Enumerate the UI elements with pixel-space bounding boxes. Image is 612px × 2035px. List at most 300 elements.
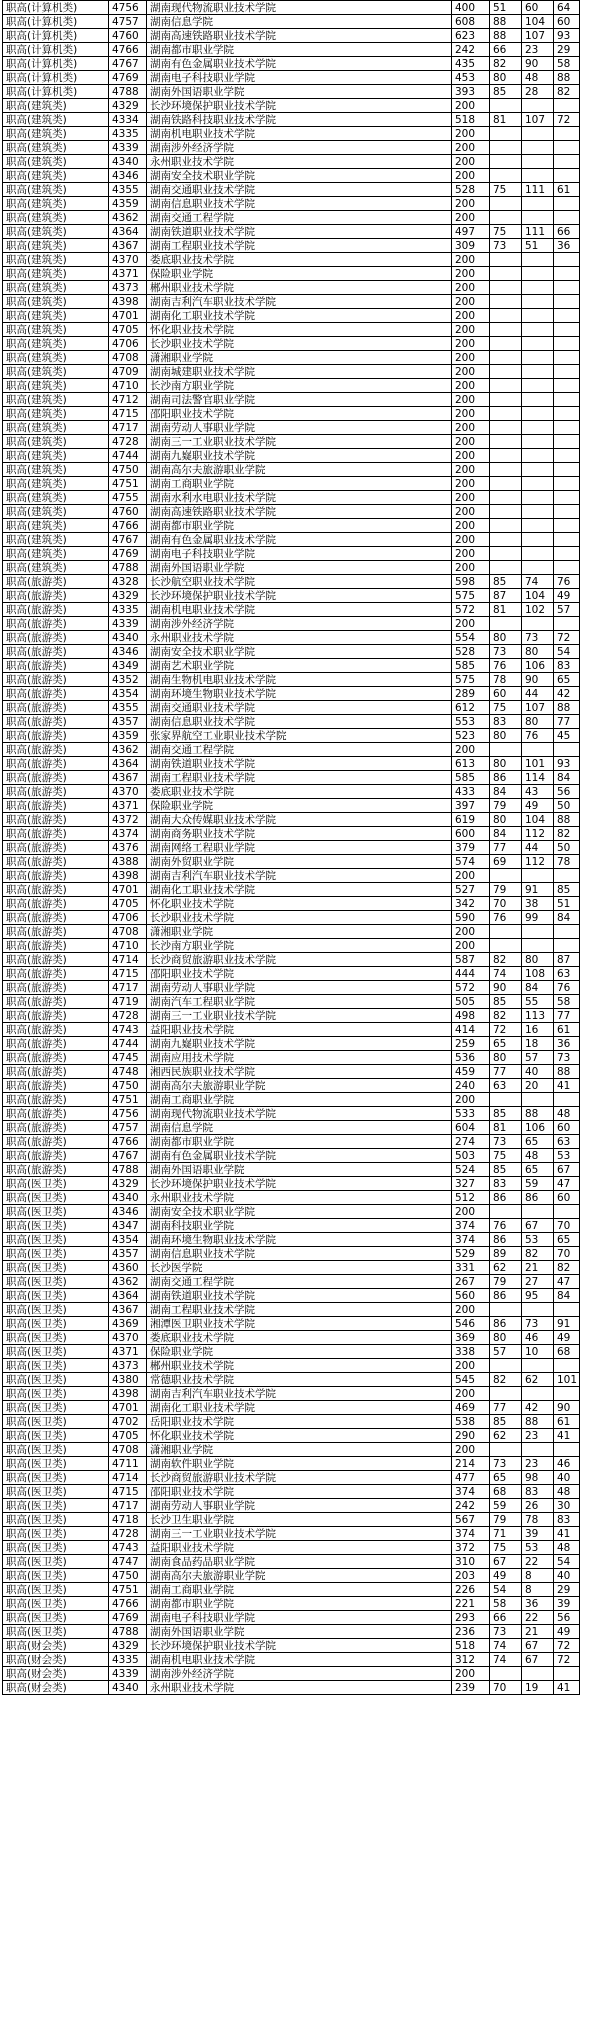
school-name-cell: 潇湘职业学院	[147, 1443, 452, 1457]
total-score-cell: 453	[452, 71, 490, 85]
category-cell: 职高(建筑类)	[3, 169, 109, 183]
school-name-cell: 湖南机电职业技术学院	[147, 603, 452, 617]
score-c-cell: 70	[554, 1247, 580, 1261]
score-a-cell	[490, 407, 522, 421]
score-c-cell: 84	[554, 1289, 580, 1303]
school-name-cell: 湘潭医卫职业技术学院	[147, 1317, 452, 1331]
total-score-cell: 200	[452, 281, 490, 295]
score-a-cell: 83	[490, 715, 522, 729]
table-row	[3, 351, 580, 365]
score-a-cell	[490, 1303, 522, 1317]
total-score-cell: 200	[452, 393, 490, 407]
score-b-cell	[522, 533, 554, 547]
table-row	[3, 743, 580, 757]
school-name-cell: 湖南高尔夫旅游职业学院	[147, 1569, 452, 1583]
total-score-cell: 503	[452, 1149, 490, 1163]
school-code-cell: 4354	[109, 687, 147, 701]
table-row	[3, 1429, 580, 1443]
table-row	[3, 99, 580, 113]
school-name-cell: 永州职业技术学院	[147, 1681, 452, 1695]
school-name-cell: 湖南高尔夫旅游职业学院	[147, 463, 452, 477]
category-cell: 职高(医卫类)	[3, 1541, 109, 1555]
total-score-cell: 200	[452, 1359, 490, 1373]
score-c-cell: 41	[554, 1079, 580, 1093]
school-code-cell: 4340	[109, 155, 147, 169]
category-cell: 职高(建筑类)	[3, 519, 109, 533]
school-code-cell: 4370	[109, 785, 147, 799]
category-cell: 职高(旅游类)	[3, 883, 109, 897]
category-cell: 职高(医卫类)	[3, 1471, 109, 1485]
school-name-cell: 保险职业学院	[147, 267, 452, 281]
table-row	[3, 141, 580, 155]
score-c-cell: 58	[554, 995, 580, 1009]
score-c-cell: 93	[554, 29, 580, 43]
score-c-cell: 46	[554, 1457, 580, 1471]
category-cell: 职高(建筑类)	[3, 183, 109, 197]
score-b-cell: 91	[522, 883, 554, 897]
score-a-cell	[490, 505, 522, 519]
category-cell: 职高(旅游类)	[3, 953, 109, 967]
score-c-cell: 72	[554, 1653, 580, 1667]
score-b-cell: 88	[522, 1415, 554, 1429]
category-cell: 职高(建筑类)	[3, 267, 109, 281]
score-b-cell	[522, 547, 554, 561]
school-name-cell: 湖南有色金属职业技术学院	[147, 57, 452, 71]
total-score-cell: 200	[452, 155, 490, 169]
table-row	[3, 813, 580, 827]
score-c-cell: 54	[554, 645, 580, 659]
total-score-cell: 342	[452, 897, 490, 911]
school-name-cell: 长沙环境保护职业技术学院	[147, 589, 452, 603]
score-b-cell: 112	[522, 855, 554, 869]
score-c-cell	[554, 421, 580, 435]
table-row	[3, 85, 580, 99]
table-row	[3, 1191, 580, 1205]
category-cell: 职高(建筑类)	[3, 365, 109, 379]
score-c-cell	[554, 463, 580, 477]
score-a-cell: 86	[490, 1233, 522, 1247]
category-cell: 职高(医卫类)	[3, 1317, 109, 1331]
score-b-cell	[522, 519, 554, 533]
school-name-cell: 湖南外国语职业学院	[147, 85, 452, 99]
category-cell: 职高(医卫类)	[3, 1289, 109, 1303]
score-c-cell: 85	[554, 883, 580, 897]
score-c-cell	[554, 281, 580, 295]
table-row	[3, 1009, 580, 1023]
total-score-cell: 214	[452, 1457, 490, 1471]
score-b-cell: 99	[522, 911, 554, 925]
score-b-cell	[522, 477, 554, 491]
school-name-cell: 湖南安全技术职业学院	[147, 1205, 452, 1219]
category-cell: 职高(旅游类)	[3, 925, 109, 939]
category-cell: 职高(旅游类)	[3, 799, 109, 813]
category-cell: 职高(旅游类)	[3, 729, 109, 743]
score-b-cell: 10	[522, 1345, 554, 1359]
school-code-cell: 4717	[109, 421, 147, 435]
score-c-cell: 47	[554, 1275, 580, 1289]
table-row	[3, 169, 580, 183]
category-cell: 职高(医卫类)	[3, 1261, 109, 1275]
score-a-cell: 65	[490, 1037, 522, 1051]
school-code-cell: 4714	[109, 953, 147, 967]
school-name-cell: 湖南化工职业技术学院	[147, 309, 452, 323]
score-c-cell: 60	[554, 15, 580, 29]
school-name-cell: 湖南铁道职业技术学院	[147, 1289, 452, 1303]
school-code-cell: 4766	[109, 43, 147, 57]
total-score-cell: 200	[452, 379, 490, 393]
score-c-cell: 88	[554, 1065, 580, 1079]
category-cell: 职高(医卫类)	[3, 1275, 109, 1289]
score-b-cell: 90	[522, 57, 554, 71]
score-a-cell: 77	[490, 1401, 522, 1415]
score-a-cell: 68	[490, 1485, 522, 1499]
school-code-cell: 4335	[109, 1653, 147, 1667]
school-code-cell: 4347	[109, 1219, 147, 1233]
table-row	[3, 211, 580, 225]
school-name-cell: 邵阳职业技术学院	[147, 1485, 452, 1499]
score-c-cell	[554, 449, 580, 463]
table-row	[3, 393, 580, 407]
school-name-cell: 长沙环境保护职业技术学院	[147, 1639, 452, 1653]
score-c-cell: 60	[554, 1121, 580, 1135]
score-b-cell: 111	[522, 183, 554, 197]
score-b-cell	[522, 561, 554, 575]
school-name-cell: 湖南外国语职业学院	[147, 561, 452, 575]
score-b-cell	[522, 869, 554, 883]
total-score-cell: 528	[452, 183, 490, 197]
table-row	[3, 715, 580, 729]
score-b-cell	[522, 421, 554, 435]
school-code-cell: 4705	[109, 323, 147, 337]
table-row	[3, 617, 580, 631]
category-cell: 职高(建筑类)	[3, 561, 109, 575]
score-c-cell	[554, 155, 580, 169]
score-c-cell	[554, 477, 580, 491]
score-c-cell	[554, 491, 580, 505]
school-code-cell: 4355	[109, 701, 147, 715]
total-score-cell: 574	[452, 855, 490, 869]
table-row	[3, 1625, 580, 1639]
total-score-cell: 200	[452, 365, 490, 379]
score-c-cell	[554, 379, 580, 393]
score-a-cell: 89	[490, 1247, 522, 1261]
table-row	[3, 1527, 580, 1541]
score-b-cell	[522, 393, 554, 407]
table-row	[3, 1639, 580, 1653]
score-b-cell	[522, 743, 554, 757]
school-code-cell: 4357	[109, 715, 147, 729]
category-cell: 职高(医卫类)	[3, 1429, 109, 1443]
score-c-cell: 39	[554, 1597, 580, 1611]
school-code-cell: 4335	[109, 127, 147, 141]
school-code-cell: 4701	[109, 309, 147, 323]
score-c-cell	[554, 393, 580, 407]
category-cell: 职高(医卫类)	[3, 1457, 109, 1471]
school-name-cell: 湖南应用技术学院	[147, 1051, 452, 1065]
score-a-cell: 70	[490, 1681, 522, 1695]
school-name-cell: 益阳职业技术学院	[147, 1541, 452, 1555]
school-name-cell: 湖南电子科技职业学院	[147, 1611, 452, 1625]
score-a-cell: 69	[490, 855, 522, 869]
score-c-cell	[554, 1303, 580, 1317]
school-code-cell: 4362	[109, 743, 147, 757]
category-cell: 职高(旅游类)	[3, 939, 109, 953]
school-name-cell: 湖南安全技术职业学院	[147, 645, 452, 659]
school-code-cell: 4788	[109, 1625, 147, 1639]
score-c-cell: 72	[554, 631, 580, 645]
category-cell: 职高(旅游类)	[3, 701, 109, 715]
school-code-cell: 4719	[109, 995, 147, 1009]
score-b-cell: 104	[522, 589, 554, 603]
category-cell: 职高(建筑类)	[3, 379, 109, 393]
school-name-cell: 长沙职业技术学院	[147, 911, 452, 925]
score-c-cell: 41	[554, 1527, 580, 1541]
score-a-cell: 66	[490, 43, 522, 57]
score-c-cell: 72	[554, 113, 580, 127]
score-c-cell	[554, 99, 580, 113]
score-a-cell	[490, 1443, 522, 1457]
total-score-cell: 505	[452, 995, 490, 1009]
category-cell: 职高(医卫类)	[3, 1359, 109, 1373]
school-code-cell: 4766	[109, 1135, 147, 1149]
school-name-cell: 湖南司法警官职业学院	[147, 393, 452, 407]
score-a-cell: 85	[490, 1163, 522, 1177]
school-code-cell: 4767	[109, 533, 147, 547]
category-cell: 职高(建筑类)	[3, 155, 109, 169]
score-b-cell	[522, 435, 554, 449]
score-c-cell: 42	[554, 687, 580, 701]
table-row	[3, 379, 580, 393]
table-row	[3, 1373, 580, 1387]
table-row	[3, 1051, 580, 1065]
category-cell: 职高(建筑类)	[3, 435, 109, 449]
school-code-cell: 4329	[109, 1639, 147, 1653]
score-b-cell	[522, 337, 554, 351]
total-score-cell: 236	[452, 1625, 490, 1639]
score-c-cell: 78	[554, 855, 580, 869]
school-code-cell: 4335	[109, 603, 147, 617]
school-name-cell: 湖南信息学院	[147, 15, 452, 29]
school-name-cell: 湖南科技职业学院	[147, 1219, 452, 1233]
school-name-cell: 湖南高速铁路职业技术学院	[147, 505, 452, 519]
score-c-cell	[554, 1093, 580, 1107]
score-c-cell	[554, 1443, 580, 1457]
score-c-cell: 49	[554, 589, 580, 603]
school-code-cell: 4756	[109, 1, 147, 15]
total-score-cell: 612	[452, 701, 490, 715]
table-row	[3, 925, 580, 939]
total-score-cell: 393	[452, 85, 490, 99]
school-name-cell: 湖南电子科技职业学院	[147, 547, 452, 561]
school-code-cell: 4376	[109, 841, 147, 855]
school-name-cell: 永州职业技术学院	[147, 1191, 452, 1205]
score-a-cell: 90	[490, 981, 522, 995]
category-cell: 职高(医卫类)	[3, 1527, 109, 1541]
score-b-cell: 23	[522, 1457, 554, 1471]
school-code-cell: 4362	[109, 211, 147, 225]
school-code-cell: 4750	[109, 1079, 147, 1093]
school-code-cell: 4334	[109, 113, 147, 127]
school-code-cell: 4708	[109, 1443, 147, 1457]
table-row	[3, 1289, 580, 1303]
score-c-cell: 73	[554, 1051, 580, 1065]
school-code-cell: 4760	[109, 505, 147, 519]
school-code-cell: 4715	[109, 1485, 147, 1499]
school-code-cell: 4769	[109, 71, 147, 85]
score-b-cell	[522, 211, 554, 225]
score-b-cell: 98	[522, 1471, 554, 1485]
score-c-cell: 88	[554, 701, 580, 715]
score-b-cell: 101	[522, 757, 554, 771]
school-code-cell: 4371	[109, 1345, 147, 1359]
school-code-cell: 4718	[109, 1513, 147, 1527]
score-a-cell: 79	[490, 1275, 522, 1289]
total-score-cell: 433	[452, 785, 490, 799]
total-score-cell: 200	[452, 435, 490, 449]
school-code-cell: 4767	[109, 1149, 147, 1163]
school-name-cell: 湖南工商职业学院	[147, 477, 452, 491]
school-name-cell: 湖南工程职业技术学院	[147, 239, 452, 253]
score-a-cell	[490, 547, 522, 561]
school-name-cell: 湖南高尔夫旅游职业学院	[147, 1079, 452, 1093]
school-code-cell: 4373	[109, 281, 147, 295]
score-a-cell	[490, 519, 522, 533]
total-score-cell: 200	[452, 1093, 490, 1107]
score-c-cell: 61	[554, 183, 580, 197]
total-score-cell: 524	[452, 1163, 490, 1177]
table-row	[3, 883, 580, 897]
score-b-cell: 20	[522, 1079, 554, 1093]
score-c-cell: 56	[554, 1611, 580, 1625]
score-a-cell: 73	[490, 1135, 522, 1149]
score-a-cell	[490, 435, 522, 449]
total-score-cell: 554	[452, 631, 490, 645]
score-b-cell: 108	[522, 967, 554, 981]
category-cell: 职高(旅游类)	[3, 869, 109, 883]
school-code-cell: 4329	[109, 99, 147, 113]
school-code-cell: 4760	[109, 29, 147, 43]
score-b-cell	[522, 323, 554, 337]
score-a-cell: 86	[490, 1191, 522, 1205]
score-a-cell: 70	[490, 897, 522, 911]
total-score-cell: 498	[452, 1009, 490, 1023]
score-c-cell: 77	[554, 715, 580, 729]
score-a-cell	[490, 1667, 522, 1681]
score-a-cell: 80	[490, 729, 522, 743]
total-score-cell: 200	[452, 505, 490, 519]
score-c-cell	[554, 617, 580, 631]
school-name-cell: 湖南汽车工程职业学院	[147, 995, 452, 1009]
school-code-cell: 4339	[109, 141, 147, 155]
score-a-cell: 88	[490, 29, 522, 43]
table-row	[3, 1555, 580, 1569]
score-c-cell: 45	[554, 729, 580, 743]
category-cell: 职高(旅游类)	[3, 855, 109, 869]
school-code-cell: 4769	[109, 1611, 147, 1625]
school-name-cell: 邵阳职业技术学院	[147, 407, 452, 421]
total-score-cell: 518	[452, 113, 490, 127]
score-c-cell: 61	[554, 1023, 580, 1037]
total-score-cell: 200	[452, 1387, 490, 1401]
score-a-cell: 80	[490, 631, 522, 645]
score-a-cell: 73	[490, 239, 522, 253]
score-b-cell: 18	[522, 1037, 554, 1051]
table-row	[3, 1121, 580, 1135]
score-b-cell: 107	[522, 701, 554, 715]
score-c-cell: 60	[554, 1191, 580, 1205]
school-code-cell: 4728	[109, 435, 147, 449]
score-a-cell	[490, 449, 522, 463]
score-a-cell: 76	[490, 1219, 522, 1233]
score-b-cell: 82	[522, 1247, 554, 1261]
total-score-cell: 200	[452, 323, 490, 337]
score-a-cell	[490, 281, 522, 295]
category-cell: 职高(建筑类)	[3, 547, 109, 561]
table-row	[3, 1471, 580, 1485]
school-code-cell: 4743	[109, 1541, 147, 1555]
score-c-cell: 64	[554, 1, 580, 15]
score-b-cell: 80	[522, 715, 554, 729]
table-row	[3, 1065, 580, 1079]
score-b-cell	[522, 281, 554, 295]
score-a-cell: 85	[490, 85, 522, 99]
score-a-cell	[490, 127, 522, 141]
school-code-cell: 4364	[109, 757, 147, 771]
score-b-cell: 43	[522, 785, 554, 799]
category-cell: 职高(医卫类)	[3, 1233, 109, 1247]
category-cell: 职高(旅游类)	[3, 841, 109, 855]
school-code-cell: 4370	[109, 253, 147, 267]
category-cell: 职高(旅游类)	[3, 757, 109, 771]
score-c-cell: 76	[554, 981, 580, 995]
school-name-cell: 湖南信息学院	[147, 1121, 452, 1135]
total-score-cell: 200	[452, 547, 490, 561]
category-cell: 职高(计算机类)	[3, 29, 109, 43]
score-b-cell: 36	[522, 1597, 554, 1611]
score-b-cell: 83	[522, 1485, 554, 1499]
total-score-cell: 200	[452, 519, 490, 533]
score-a-cell: 82	[490, 1009, 522, 1023]
total-score-cell: 572	[452, 981, 490, 995]
total-score-cell: 528	[452, 645, 490, 659]
total-score-cell: 200	[452, 463, 490, 477]
school-name-cell: 湖南吉利汽车职业技术学院	[147, 1387, 452, 1401]
score-b-cell	[522, 267, 554, 281]
table-row	[3, 1667, 580, 1681]
score-b-cell	[522, 379, 554, 393]
category-cell: 职高(旅游类)	[3, 645, 109, 659]
score-b-cell: 107	[522, 29, 554, 43]
table-row	[3, 1275, 580, 1289]
category-cell: 职高(医卫类)	[3, 1331, 109, 1345]
score-b-cell	[522, 365, 554, 379]
table-row	[3, 757, 580, 771]
score-c-cell: 56	[554, 785, 580, 799]
score-a-cell: 73	[490, 1457, 522, 1471]
score-a-cell: 65	[490, 1471, 522, 1485]
score-a-cell	[490, 211, 522, 225]
table-row	[3, 631, 580, 645]
school-name-cell: 保险职业学院	[147, 1345, 452, 1359]
category-cell: 职高(旅游类)	[3, 1079, 109, 1093]
school-name-cell: 长沙商贸旅游职业技术学院	[147, 1471, 452, 1485]
score-a-cell: 85	[490, 575, 522, 589]
score-a-cell: 54	[490, 1583, 522, 1597]
category-cell: 职高(医卫类)	[3, 1415, 109, 1429]
total-score-cell: 331	[452, 1261, 490, 1275]
score-c-cell: 90	[554, 1401, 580, 1415]
school-name-cell: 湖南劳动人事职业学院	[147, 981, 452, 995]
